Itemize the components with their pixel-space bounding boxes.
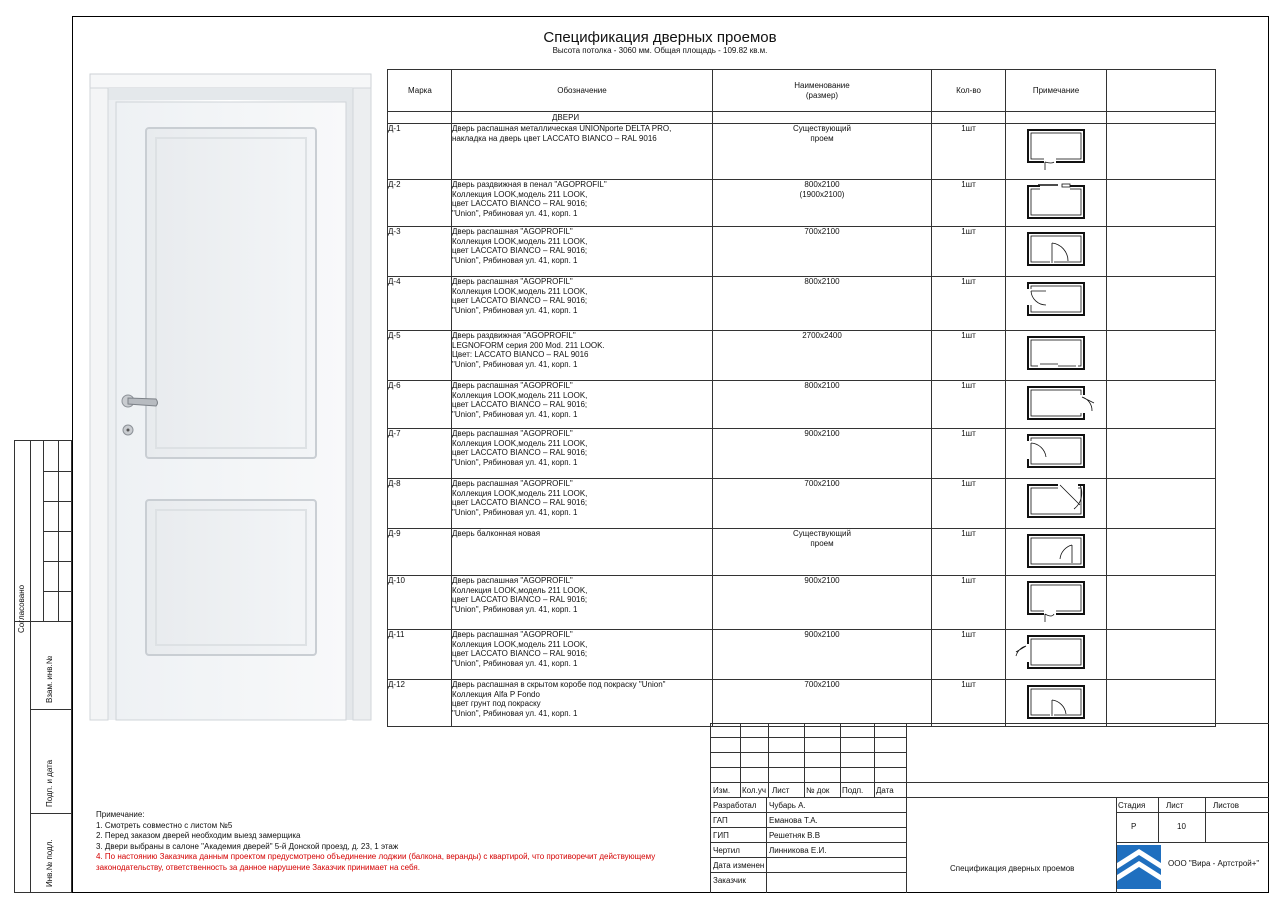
stamp-col-ndok: № док [806,786,830,795]
designation-line-1: Дверь распашная металлическая UNIONporte DELTA PRO, [452,124,672,133]
cell-plan [1006,124,1107,180]
door-mark: Д-4 [388,277,401,286]
stamp-list-label: Лист [1166,801,1184,810]
door-mark: Д-11 [388,630,405,639]
notes-heading: Примечание: [96,810,145,819]
table-row [388,124,1216,180]
cell-size [713,180,932,227]
stamp-col-podp: Подп. [842,786,864,795]
stamp-role-label: ГАП [713,816,728,825]
cell-plan [1006,576,1107,630]
stamp-company-name: ООО "Вира - Артстрой+" [1168,859,1260,868]
designation-line-3: цвет LACCATO BIANCO – RAL 9016; [452,649,588,659]
cell-mark [388,277,452,331]
cell-extra [1107,124,1216,180]
door-plan-icon [1014,576,1098,622]
designation-line-1: Дверь распашная "AGOPROFIL" [452,227,573,236]
cell-size [713,277,932,331]
door-mark: Д-7 [388,429,401,438]
stamp-rule [710,872,906,873]
designation-line-3: цвет LACCATO BIANCO – RAL 9016; [452,296,588,306]
stamp-rule [710,812,906,813]
note-3: 3. Двери выбраны в салоне "Академия дверей" 5-й Донской проезд, д. 23, 1 этаж [96,841,399,851]
door-plan-icon [1014,277,1098,323]
cell-designation [452,124,713,180]
door-plan-icon [1014,124,1098,170]
designation-line-1: Дверь раздвижная в пенал "AGOPROFIL" [452,180,607,189]
cell-plan [1006,680,1107,727]
cell-plan [1006,529,1107,576]
stamp-rule [710,827,906,828]
designation-line-3: цвет LACCATO BIANCO – RAL 9016; [452,448,588,458]
header-note [1006,70,1107,112]
cell-designation [452,277,713,331]
designation-line-3: цвет грунт под покраску [452,699,541,709]
cell-extra [1107,576,1216,630]
stamp-rule [874,723,875,798]
door-mark: Д-2 [388,180,401,189]
cell-qty [932,124,1006,180]
header-designation [452,70,713,112]
door-mark: Д-5 [388,331,401,340]
stamp-col-data: Дата [876,786,894,795]
door-mark: Д-6 [388,381,401,390]
cell-extra [1107,680,1216,727]
door-mark: Д-10 [388,576,405,585]
stamp-role-name: Линникова Е.И. [769,846,827,855]
cell-mark [388,529,452,576]
stamp-rule [768,723,769,798]
cell-extra [1107,529,1216,576]
cell-size [713,331,932,381]
table-header-row [388,70,1216,112]
stamp-col-list: Лист [772,786,790,795]
side-podp-label: Подп. и дата [45,759,54,807]
designation-line-1: Дверь распашная "AGOPROFIL" [452,429,573,438]
cell-extra [1107,227,1216,277]
door-qty: 1шт [961,479,976,488]
cell-designation [452,227,713,277]
designation-line-4: "Union", Рябиновая ул. 41, корп. 1 [452,305,578,315]
door-qty: 1шт [961,331,976,340]
stamp-rule [804,723,805,798]
header-mark-text: Марка [408,85,432,95]
header-note-text: Примечание [1032,85,1080,95]
stamp-stage-label: Стадия [1118,801,1146,810]
door-plan-icon [1014,180,1098,226]
size-line-2: проем [810,133,834,143]
stamp-rule [710,737,906,738]
designation-line-4: "Union", Рябиновая ул. 41, корп. 1 [452,457,578,467]
size-line-1: 800x2100 [804,381,840,390]
header-name [713,70,932,112]
door-plan-icon [1014,429,1098,475]
cell-qty [932,680,1006,727]
stamp-rule [1116,812,1269,813]
size-line-1: 700x2100 [804,680,840,689]
section-mark-cell [388,112,452,124]
section-empty-2 [932,112,1006,124]
stamp-role-name: Чубарь А. [769,801,806,810]
designation-line-1: Дверь распашная "AGOPROFIL" [452,630,573,639]
stamp-stage-value: Р [1131,822,1137,831]
cell-extra [1107,479,1216,529]
specification-table [387,69,1216,727]
header-mark [388,70,452,112]
stamp-role-label: ГИП [713,831,729,840]
cell-size [713,381,932,429]
size-line-1: 700x2100 [804,479,840,488]
header-name-line2: (размер) [805,90,839,100]
door-qty: 1шт [961,429,976,438]
page-title: Спецификация дверных проемов [543,29,777,46]
stamp-rule [710,797,906,798]
designation-line-4: "Union", Рябиновая ул. 41, корп. 1 [452,208,578,218]
header-qty-text: Кол-во [956,85,981,95]
cell-qty [932,180,1006,227]
cell-designation [452,630,713,680]
section-empty-3 [1006,112,1107,124]
stamp-rule [740,723,741,798]
size-line-1: 900x2100 [804,429,840,438]
cell-size [713,576,932,630]
door-qty: 1шт [961,381,976,390]
designation-line-4: "Union", Рябиновая ул. 41, корп. 1 [452,708,578,718]
cell-designation [452,529,713,576]
cell-designation [452,180,713,227]
designation-line-2: Коллекция LOOK,модель 211 LOOK, [452,585,588,595]
cell-mark [388,680,452,727]
door-qty: 1шт [961,277,976,286]
cell-qty [932,479,1006,529]
header-qty [932,70,1006,112]
side-inv-label: Инв.№ подл. [45,839,54,887]
cell-qty [932,331,1006,381]
page-subtitle: Высота потолка - 3060 мм. Общая площадь - 109.82 кв.м. [552,46,768,55]
stamp-rule [710,767,906,768]
door-mark: Д-3 [388,227,401,236]
door-mark: Д-12 [388,680,405,689]
door-mark: Д-1 [388,124,401,133]
cell-mark [388,576,452,630]
cell-mark [388,381,452,429]
cell-plan [1006,331,1107,381]
company-logo-icon [1117,845,1161,889]
stamp-rule [710,782,906,783]
table-row [388,429,1216,479]
designation-line-1: Дверь распашная "AGOPROFIL" [452,381,573,390]
cell-plan [1006,429,1107,479]
cell-plan [1006,381,1107,429]
cell-size [713,429,932,479]
cell-plan [1006,180,1107,227]
table-row [388,227,1216,277]
side-vzam-label: Взам. инв.№ [45,655,54,703]
table-row [388,680,1216,727]
designation-line-2: Коллекция LOOK,модель 211 LOOK, [452,390,588,400]
cell-size [713,529,932,576]
stamp-col-kol: Кол.уч [742,786,766,795]
door-plan-icon [1014,630,1098,676]
cell-qty [932,381,1006,429]
cell-extra [1107,331,1216,381]
stamp-rule [710,857,906,858]
designation-line-2: Коллекция LOOK,модель 211 LOOK, [452,286,588,296]
stamp-rule [710,752,906,753]
stamp-role-label: Заказчик [713,876,746,885]
cell-plan [1006,277,1107,331]
table-row [388,381,1216,429]
table-row [388,479,1216,529]
cell-extra [1107,630,1216,680]
cell-mark [388,630,452,680]
size-line-1: Существующий [793,124,851,133]
stamp-rule [710,723,711,893]
notes-block [96,810,655,873]
cell-designation [452,576,713,630]
section-empty-1 [713,112,932,124]
designation-line-1: Дверь распашная "AGOPROFIL" [452,576,573,585]
designation-line-1: Дверь распашная "AGOPROFIL" [452,479,573,488]
note-4-line2: законодательству, ответственность за данное нарушение Заказчик принимает на себя. [96,862,420,872]
cell-qty [932,227,1006,277]
designation-line-1: Дверь распашная "AGOPROFIL" [452,277,573,286]
designation-line-4: "Union", Рябиновая ул. 41, корп. 1 [452,658,578,668]
designation-line-3: цвет LACCATO BIANCO – RAL 9016; [452,246,588,256]
door-mark: Д-8 [388,479,401,488]
stamp-lists-label: Листов [1213,801,1239,810]
stamp-rule [710,842,906,843]
stamp-role-label: Чертил [713,846,740,855]
size-line-2: (1900x2100) [799,189,845,199]
cell-designation [452,331,713,381]
size-line-1: 700x2100 [804,227,840,236]
side-agreed-label: Согласовано [17,584,26,633]
cell-extra [1107,180,1216,227]
designation-line-2: LEGNOFORM серия 200 Mod. 211 LOOK. [452,340,605,350]
door-plan-icon [1014,331,1098,377]
table-row [388,529,1216,576]
size-line-2: проем [810,538,834,548]
cell-size [713,479,932,529]
cell-designation [452,429,713,479]
stamp-rule [906,723,907,893]
door-plan-icon [1014,227,1098,273]
stamp-role-name: Решетняк В.В [769,831,821,840]
stamp-rule [1158,797,1159,842]
door-qty: 1шт [961,630,976,639]
note-2: 2. Перед заказом дверей необходим выезд замерщика [96,831,301,840]
note-1: 1. Смотреть совместно с листом №5 [96,820,233,830]
size-line-1: 800x2100 [804,277,840,286]
stamp-role-label: Разработал [713,801,757,810]
cell-qty [932,429,1006,479]
designation-line-2: Коллекция LOOK,модель 211 LOOK, [452,189,588,199]
designation-line-2: Коллекция LOOK,модель 211 LOOK, [452,236,588,246]
cell-extra [1107,277,1216,331]
designation-line-1: Дверь распашная в скрытом коробе под покраску "Union" [452,680,666,689]
cell-plan [1006,479,1107,529]
size-line-1: 2700x2400 [802,331,842,340]
stamp-rule [840,723,841,798]
door-plan-icon [1014,680,1098,726]
cell-qty [932,630,1006,680]
designation-line-3: цвет LACCATO BIANCO – RAL 9016; [452,199,588,209]
cell-mark [388,429,452,479]
stamp-rule [1116,842,1269,843]
cell-mark [388,124,452,180]
door-qty: 1шт [961,529,976,538]
designation-line-3: цвет LACCATO BIANCO – RAL 9016; [452,498,588,508]
table-row [388,331,1216,381]
designation-line-2: Коллекция LOOK,модель 211 LOOK, [452,438,588,448]
designation-line-3: цвет LACCATO BIANCO – RAL 9016; [452,400,588,410]
designation-line-2: накладка на дверь цвет LACCATO BIANCO – RAL 9016 [452,133,657,143]
designation-line-4: "Union", Рябиновая ул. 41, корп. 1 [452,409,578,419]
designation-line-4: "Union", Рябиновая ул. 41, корп. 1 [452,604,578,614]
cell-qty [932,529,1006,576]
door-plan-icon [1014,529,1098,575]
header-empty [1107,70,1216,112]
designation-line-2: Коллекция Alfa P Fondo [452,689,540,699]
cell-mark [388,227,452,277]
designation-line-4: "Union", Рябиновая ул. 41, корп. 1 [452,255,578,265]
designation-line-2: Коллекция LOOK,модель 211 LOOK, [452,488,588,498]
cell-extra [1107,381,1216,429]
cell-mark [388,180,452,227]
header-name-line1: Наименование [794,80,850,90]
door-qty: 1шт [961,124,976,133]
size-line-1: 900x2100 [804,630,840,639]
cell-qty [932,576,1006,630]
cell-size [713,124,932,180]
designation-line-3: цвет LACCATO BIANCO – RAL 9016; [452,595,588,605]
cell-mark [388,331,452,381]
cell-designation [452,680,713,727]
designation-line-3: Цвет: LACCATO BIANCO – RAL 9016 [452,350,589,360]
designation-line-4: "Union", Рябиновая ул. 41, корп. 1 [452,359,578,369]
door-illustration [88,72,373,722]
cell-size [713,227,932,277]
stamp-rule [906,797,1269,798]
stamp-role-label: Дата изменен [713,861,765,870]
cell-plan [1006,630,1107,680]
stamp-role-name: Еманова Т.А. [769,816,818,825]
door-qty: 1шт [961,180,976,189]
cell-qty [932,277,1006,331]
note-4-line1: 4. По настоянию Заказчика данным проектом предусмотрено объединение лоджии (балкона, веранды) с квартирой, что противоречит действующему [96,852,656,861]
designation-line-4: "Union", Рябиновая ул. 41, корп. 1 [452,507,578,517]
table-row [388,630,1216,680]
cell-extra [1107,429,1216,479]
door-plan-icon [1014,479,1098,525]
size-line-1: Существующий [793,529,851,538]
designation-line-1: Дверь балконная новая [452,529,541,538]
door-qty: 1шт [961,576,976,585]
stamp-rule [1205,797,1206,842]
stamp-rule [710,723,1269,724]
size-line-1: 900x2100 [804,576,840,585]
stamp-sheet-no: 10 [1177,822,1186,831]
cell-mark [388,479,452,529]
table-row [388,576,1216,630]
section-row [388,112,1216,124]
door-mark: Д-9 [388,529,401,538]
table-row [388,180,1216,227]
stamp-sheet-title: Спецификация дверных проемов [950,864,1075,873]
designation-line-1: Дверь раздвижная "AGOPROFIL" [452,331,576,340]
door-plan-icon [1014,381,1098,427]
section-empty-4 [1107,112,1216,124]
stamp-col-izm: Изм. [713,786,731,795]
cell-size [713,680,932,727]
size-line-1: 800x2100 [804,180,840,189]
cell-plan [1006,227,1107,277]
designation-line-2: Коллекция LOOK,модель 211 LOOK, [452,639,588,649]
header-designation-text: Обозначение [557,85,607,95]
table-row [388,277,1216,331]
stamp-rule [906,782,1269,783]
approval-strip [14,440,72,893]
cell-designation [452,479,713,529]
section-title: ДВЕРИ [552,113,580,122]
cell-designation [452,381,713,429]
door-qty: 1шт [961,680,976,689]
door-qty: 1шт [961,227,976,236]
cell-size [713,630,932,680]
section-title-cell [452,112,713,124]
